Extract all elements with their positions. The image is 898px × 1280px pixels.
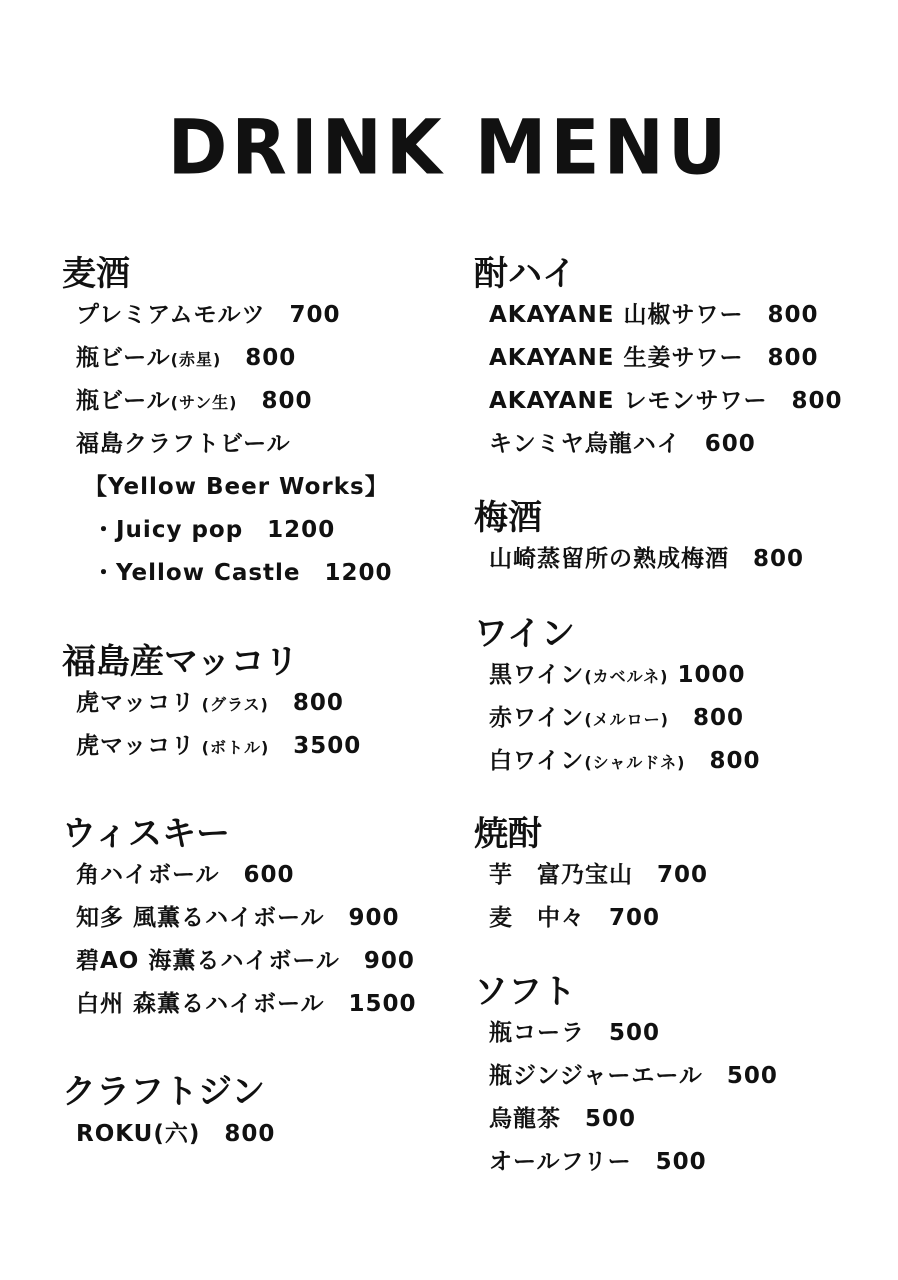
menu-item: キンミヤ烏龍ハイ 600 [489,431,756,457]
menu-item: 瓶コーラ 500 [489,1020,661,1046]
menu-item [76,684,344,717]
section-heading-beer: 麦酒 [62,254,130,294]
menu-item: 芋 富乃宝山 700 [489,862,709,888]
menu-item [76,339,296,372]
item-price: 800 [268,690,344,716]
item-note: (サン生) [170,393,238,412]
item-name: 黒ワイン [489,662,585,688]
menu-item: 碧AO 海薫るハイボール 900 [76,948,415,974]
menu-item: 烏龍茶 500 [489,1106,637,1132]
item-price: 3500 [269,733,362,759]
menu-item: AKAYANE 山椒サワー 800 [489,302,819,328]
menu-item [489,742,760,775]
section-heading-soft: ソフト [474,972,576,1012]
section-heading-shochu: 焼酎 [474,814,542,854]
menu-item: AKAYANE 生姜サワー 800 [489,345,819,371]
item-note: (カベルネ) [584,667,669,686]
section-heading-whisky: ウィスキー [62,814,230,854]
item-note: (赤星) [170,350,222,369]
section-heading-makgeolli: 福島産マッコリ [62,642,299,682]
item-price: 1000 [668,662,746,688]
item-note: (グラス) [195,695,269,714]
item-price: 800 [685,748,761,774]
menu-item: 麦 中々 700 [489,905,661,931]
menu-item [489,699,744,732]
section-heading-gin: クラフトジン [62,1072,266,1112]
menu-item: 山崎蒸留所の熟成梅酒 800 [489,546,805,572]
menu-title: DRINK MENU [167,102,731,192]
item-note: (メルロー) [584,710,669,729]
item-name: 赤ワイン [489,705,585,731]
section-heading-umeshu: 梅酒 [474,498,542,538]
menu-item: 瓶ジンジャーエール 500 [489,1063,778,1089]
item-price: 800 [668,705,744,731]
menu-item: 【Yellow Beer Works】 [84,474,389,500]
item-note: (ボトル) [195,738,270,757]
item-price: 800 [237,388,313,414]
menu-item: 角ハイボール 600 [76,862,295,888]
menu-item: 福島クラフトビール [76,431,291,457]
menu-item: 知多 風薫るハイボール 900 [76,905,400,931]
section-heading-wine: ワイン [474,614,575,654]
menu-item: ROKU(六) 800 [76,1121,276,1147]
item-name: 瓶ビール [76,388,171,414]
menu-item: オールフリー 500 [489,1149,707,1175]
menu-item: プレミアムモルツ 700 [76,302,341,328]
item-name: 虎マッコリ [76,733,196,759]
item-note: (シャルドネ) [584,753,686,772]
menu-item: ・Juicy pop 1200 [92,517,336,543]
menu-item [76,382,312,415]
item-name: 虎マッコリ [76,690,196,716]
menu-item [489,656,746,689]
item-name: 瓶ビール [76,345,171,371]
menu-item: ・Yellow Castle 1200 [92,560,393,586]
item-price: 800 [221,345,297,371]
menu-item: AKAYANE レモンサワー 800 [489,388,843,414]
menu-item: 白州 森薫るハイボール 1500 [76,991,417,1017]
item-name: 白ワイン [489,748,585,774]
section-heading-chuhai: 酎ハイ [474,254,576,294]
menu-item [76,727,361,760]
